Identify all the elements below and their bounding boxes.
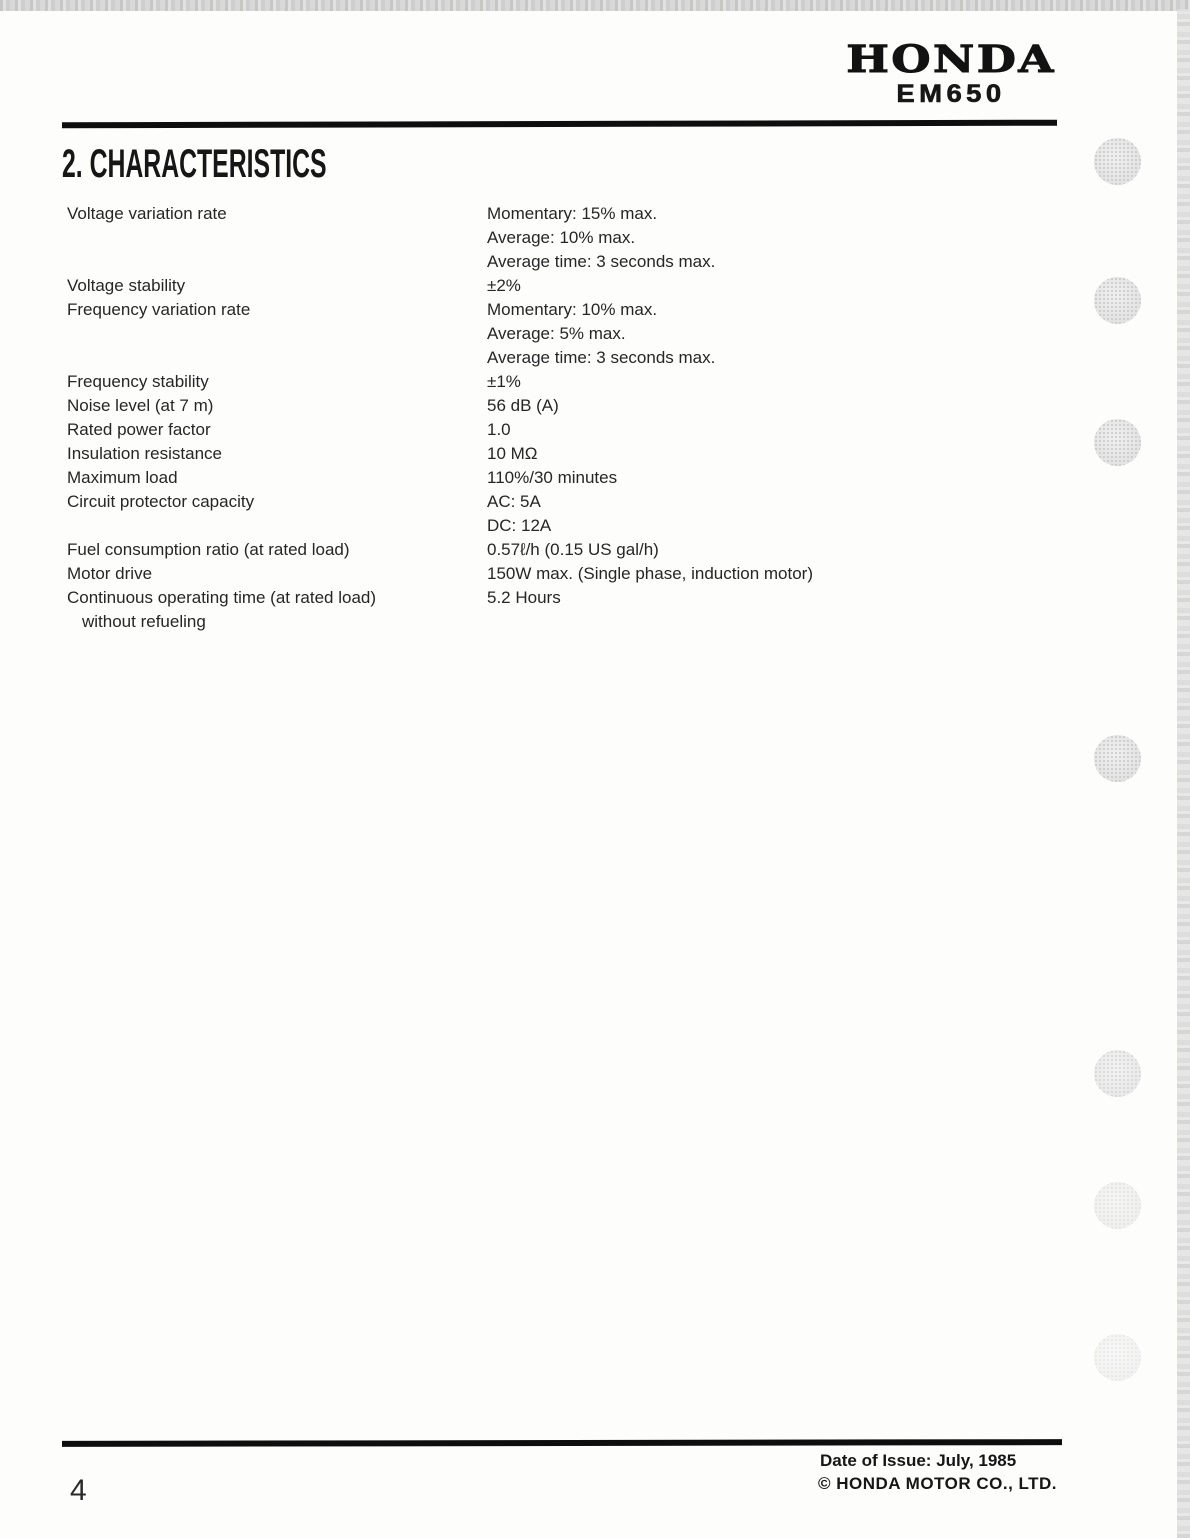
spec-label: Fuel consumption ratio (at rated load): [67, 540, 350, 559]
spec-value: 1.0: [487, 420, 511, 439]
spec-value-column: [487, 298, 1067, 370]
spec-value-column: [487, 442, 1067, 466]
spec-row: [67, 586, 1067, 634]
spec-value: Average: 10% max.: [487, 228, 636, 247]
spec-table: [67, 202, 1067, 634]
spec-value: DC: 12A: [487, 516, 552, 535]
punch-hole: [1094, 1050, 1141, 1097]
honda-logo: HONDA: [846, 37, 1056, 81]
spec-row: [67, 490, 1067, 538]
spec-label-column: [67, 466, 487, 490]
spec-value: ±2%: [487, 276, 521, 295]
spec-value-column: [487, 490, 1067, 538]
spec-value: 110%/30 minutes: [487, 468, 618, 487]
page-number: 4: [70, 1474, 87, 1507]
punch-hole: [1094, 1182, 1141, 1229]
header-divider: [62, 120, 1057, 129]
spec-label: Frequency variation rate: [67, 300, 251, 319]
spec-label-column: [67, 298, 487, 370]
spec-label: Voltage variation rate: [67, 204, 227, 223]
spec-label: Motor drive: [67, 564, 153, 583]
punch-hole: [1094, 138, 1141, 185]
spec-value: 56 dB (A): [487, 396, 559, 415]
punch-hole: [1094, 419, 1141, 466]
spec-value-column: [487, 202, 1067, 274]
section-title: 2. CHARACTERISTICS: [62, 142, 327, 186]
spec-row: [67, 562, 1067, 586]
spec-label: Insulation resistance: [67, 444, 222, 463]
spec-value-column: [487, 394, 1067, 418]
spec-value: Momentary: 15% max.: [487, 204, 658, 223]
spec-row: [67, 418, 1067, 442]
spec-label-column: [67, 490, 487, 538]
spec-value-column: [487, 370, 1067, 394]
spec-row: [67, 370, 1067, 394]
spec-label: without refueling: [82, 612, 206, 631]
spec-value: Average time: 3 seconds max.: [487, 348, 716, 367]
spec-label: Continuous operating time (at rated load): [67, 588, 377, 607]
spec-row: [67, 202, 1067, 274]
spec-value: AC: 5A: [487, 492, 541, 511]
footer-date-of-issue: Date of Issue: July, 1985: [820, 1451, 1017, 1470]
spec-value-column: [487, 562, 1067, 586]
punch-hole: [1094, 735, 1141, 782]
model-number: EM650: [896, 80, 1006, 108]
spec-value-column: [487, 466, 1067, 490]
spec-value: 0.57ℓ/h (0.15 US gal/h): [487, 540, 659, 559]
spec-label-column: [67, 394, 487, 418]
header-logo-block: [845, 37, 1057, 108]
spec-value-column: [487, 274, 1067, 298]
spec-value: 150W max. (Single phase, induction motor): [487, 564, 813, 583]
footer-divider: [62, 1439, 1062, 1447]
spec-label: Rated power factor: [67, 420, 211, 439]
spec-label: Circuit protector capacity: [67, 492, 255, 511]
spec-value: 5.2 Hours: [487, 588, 561, 607]
spec-label-column: [67, 538, 487, 562]
spec-value: Momentary: 10% max.: [487, 300, 658, 319]
spec-label-column: [67, 586, 487, 634]
spec-value-column: [487, 538, 1067, 562]
scan-edge-top: [0, 0, 1190, 11]
spec-value: ±1%: [487, 372, 521, 391]
spec-value-column: [487, 418, 1067, 442]
spec-row: [67, 466, 1067, 490]
spec-value-column: [487, 586, 1067, 634]
spec-label: Maximum load: [67, 468, 178, 487]
spec-label: Voltage stability: [67, 276, 186, 295]
spec-label-column: [67, 442, 487, 466]
spec-row: [67, 442, 1067, 466]
spec-value: Average: 5% max.: [487, 324, 626, 343]
scan-edge-right: [1177, 9, 1190, 1538]
spec-value: 10 MΩ: [487, 444, 538, 463]
spec-value: Average time: 3 seconds max.: [487, 252, 716, 271]
spec-label-column: [67, 562, 487, 586]
spec-row: [67, 538, 1067, 562]
footer-copyright: © HONDA MOTOR CO., LTD.: [818, 1474, 1058, 1493]
spec-label-column: [67, 202, 487, 274]
spec-label-column: [67, 370, 487, 394]
spec-label: Frequency stability: [67, 372, 209, 391]
punch-hole: [1094, 277, 1141, 324]
punch-hole: [1094, 1334, 1141, 1381]
spec-label: Noise level (at 7 m): [67, 396, 214, 415]
spec-label-column: [67, 418, 487, 442]
spec-row: [67, 298, 1067, 370]
spec-label-column: [67, 274, 487, 298]
spec-row: [67, 394, 1067, 418]
spec-row: [67, 274, 1067, 298]
